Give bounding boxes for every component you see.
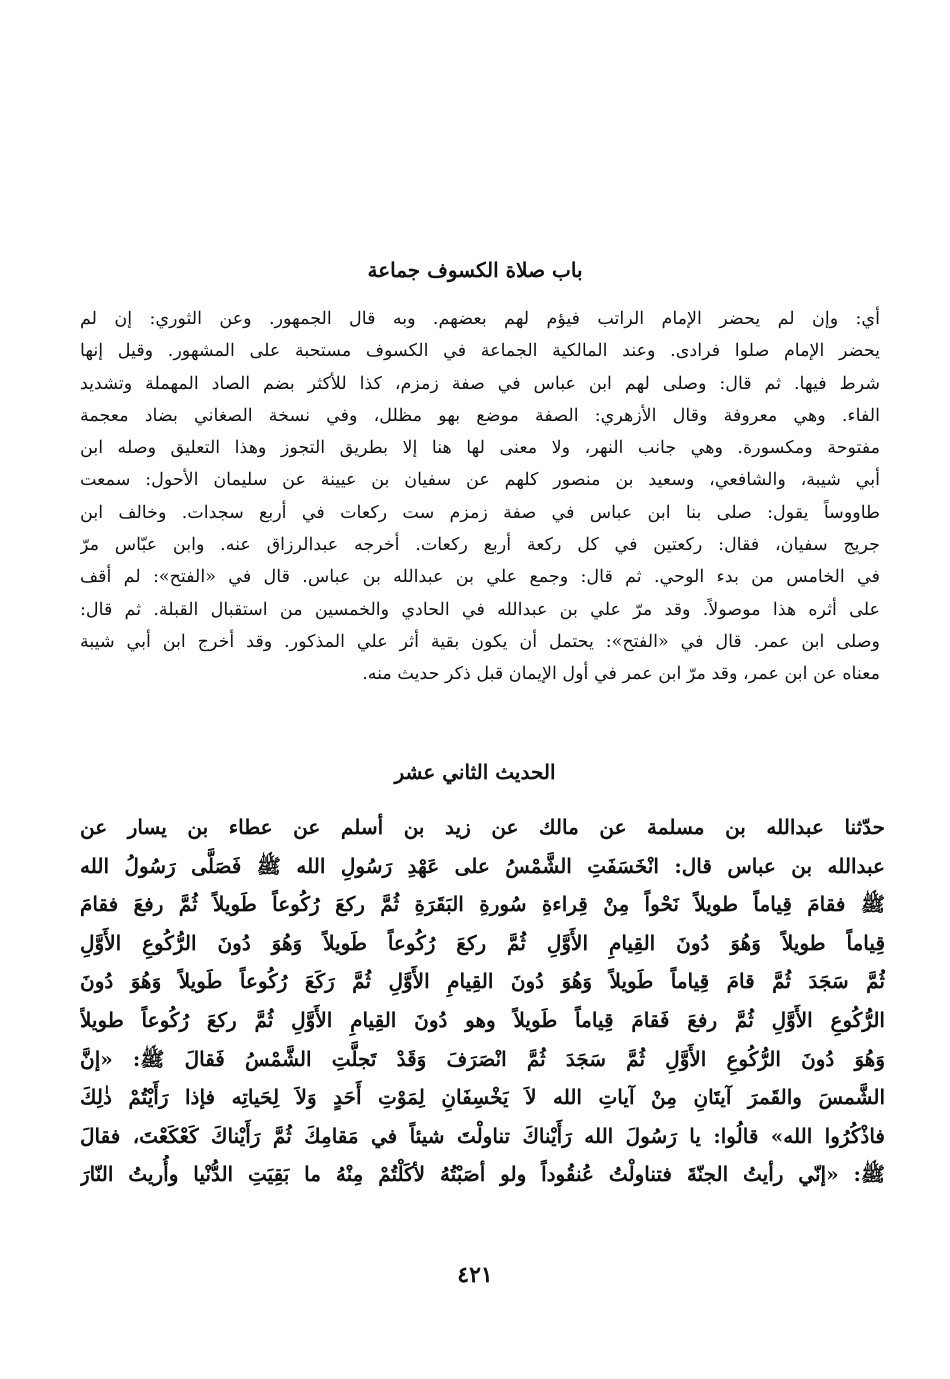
commentary-line: شرط فيها. ثم قال: وصلى لهم ابن عباس في صفة زمزم، كذا للأكثر بضم الصاد المهملة وتشديد	[80, 373, 880, 394]
commentary-line: معناه عن ابن عمر، وقد مرّ ابن عمر في أول الإيمان قبل ذكر حديث منه.	[362, 664, 880, 685]
commentary-line: طاووساً يقول: صلى بنا ابن عباس في صفة زمزم ست ركعات في أربع سجدات. وخالف ابن	[80, 502, 880, 523]
hadith-line: وَهُوَ دُونَ الرُّكُوعِ الأَوَّلِ ثُمَّ سَجَدَ ثُمَّ انْصَرَفَ وَقَدْ تَجلَّتِ الشَّمْسُ فَقالَ ﷺ: «إنَّ	[80, 1046, 885, 1071]
hadith-line: الشَّمسَ والقَمرَ آيتَانِ مِنْ آياتِ الله لاَ يَخْسِفَانِ لِمَوْتِ أَحَدٍ وَلاَ لِحَياتِه فإذا رَأَيْتُمْ ذٰلِكَ	[80, 1085, 885, 1110]
hadith-line: عبدالله بن عباس قال: انْخَسَفَتِ الشَّمْسُ على عَهْدِ رَسُولِ الله ﷺ فَصَلَّى رَسُولُ الله	[80, 853, 885, 878]
hadith-line: حدّثنا عبدالله بن مسلمة عن مالك عن زيد بن أسلم عن عطاء بن يسار عن	[80, 815, 885, 839]
commentary-line: أبي شيبة، والشافعي، وسعيد بن منصور كلهم عن سفيان بن عيينة عن سليمان الأحول: سمعت	[80, 470, 880, 491]
commentary-block	[80, 303, 880, 691]
commentary-line: يحضر الإمام صلوا فرادى. وعند المالكية الجماعة في الكسوف مستحبة على المشهور. وقيل إنها	[80, 341, 880, 362]
chapter-title: باب صلاة الكسوف جماعة	[367, 258, 583, 282]
commentary-line: أي: وإن لم يحضر الإمام الراتب فيؤم لهم بعضهم. وبه قال الجمهور. وعن الثوري: إن لم	[80, 309, 880, 329]
page-number: ٤٢١	[457, 1262, 493, 1288]
hadith-block	[80, 808, 885, 1194]
hadith-line: ثُمَّ سَجَدَ ثُمَّ قامَ قِياماً طَويلاً وَهُوَ دُونَ القِيامِ الأَوَّلِ ثُمَّ رَكَعَ رُكُوعاً طَويلاً وَهُوَ دُونَ	[80, 969, 885, 994]
hadith-line: ﷺ فقامَ قِياماً طويلاً نَحْواً مِنْ قِراءةِ سُورةِ البَقَرَةِ ثُمَّ ركعَ رُكُوعاً طَويلاً ثُمَّ رفعَ فقامَ	[80, 892, 885, 917]
commentary-line: مفتوحة ومكسورة. وهي جانب النهر، ولا معنى لها هنا إلا بطريق التجوز وهذا التعليق وصله ابن	[80, 438, 880, 459]
commentary-line: في الخامس من بدء الوحي. ثم قال: وجمع علي بن عبدالله بن عباس. قال في «الفتح»: لم أقف	[80, 567, 880, 588]
hadith-line: ﷺ: «إنّي رأيتُ الجنّةَ فتناولْتُ عُنقُوداً ولو أصَبْتُهُ لأكَلْتُمْ مِنْهُ ما بَقِيَتِ الدُّنْيا وأُريتُ النّارَ	[80, 1162, 885, 1187]
commentary-line: على أثره هذا موصولاً. وقد مرّ علي بن عبدالله في الحادي والخمسين من استقبال القبلة. ثم قال:	[80, 599, 880, 620]
hadith-line: الرُّكُوعِ الأَوَّلِ ثُمَّ رفعَ فَقامَ قِياماً طَويلاً وهو دُونَ القِيامِ الأَوَّلِ ثُمَّ ركعَ رُكُوعاً طويلاً	[80, 1007, 885, 1032]
commentary-line: جريج سفيان، فقال: ركعتين في كل ركعة أربع ركعات. أخرجه عبدالرزاق عنه. وابن عبّاس مرّ	[80, 535, 880, 556]
hadith-line: فاذْكُرُوا الله» قالُوا: يا رَسُولَ الله رَأَيْناكَ تناولْتَ شيئاً في مَقامِكَ ثُمَّ رَأَيْناكَ كَعْكَعْتَ، فقالَ	[80, 1123, 885, 1148]
section-heading: الحديث الثاني عشر	[394, 760, 556, 784]
commentary-line: وصلى ابن عمر. قال في «الفتح»: يحتمل أن يكون بقية أثر علي المذكور. وقد أخرج ابن أبي شيبة	[80, 631, 880, 652]
hadith-line: قِياماً طويلاً وَهُوَ دُونَ القِيامِ الأَوَّلِ ثُمَّ ركعَ رُكُوعاً طَويلاً وَهُوَ دُونَ الرُّكُوعِ الأَوَّلِ	[80, 930, 885, 955]
commentary-line: الفاء. وهي معروفة وقال الأزهري: الصفة موضع بهو مظلل، وفي نسخة الصغاني بضاد معجمة	[80, 405, 880, 426]
